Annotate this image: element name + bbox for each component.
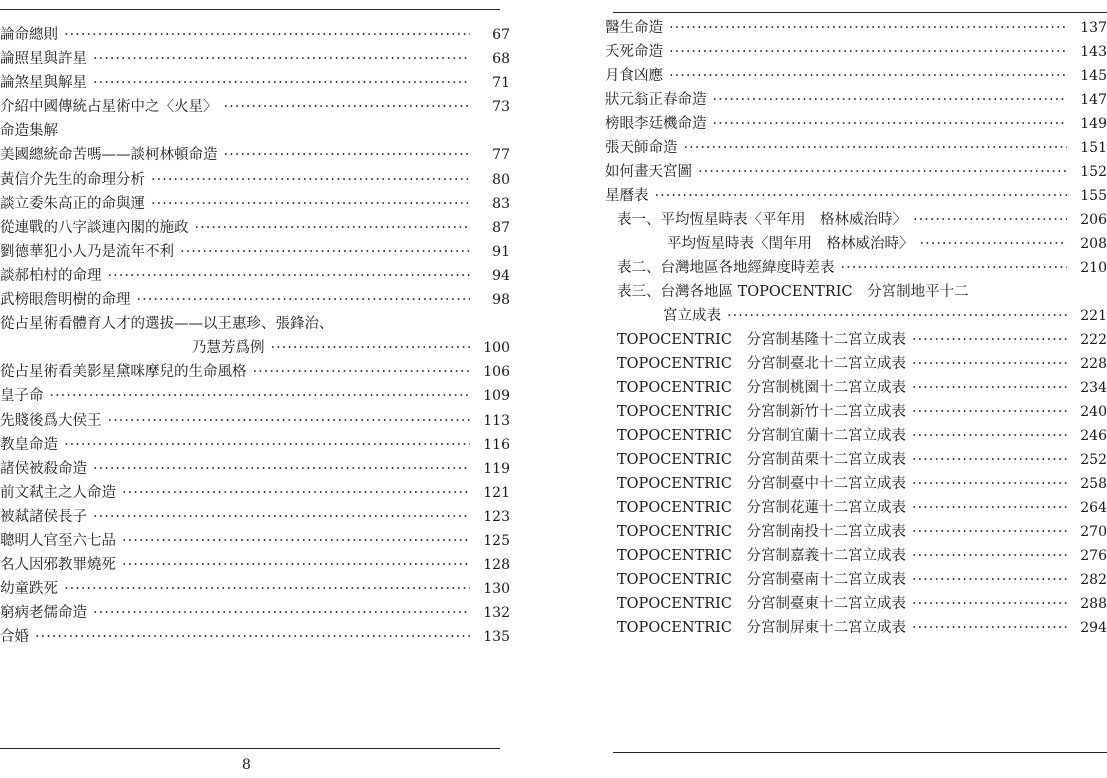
toc-entry-page: 246	[1080, 428, 1107, 444]
toc-entry[interactable]	[605, 330, 1107, 354]
toc-entry-page: 125	[483, 532, 510, 549]
leader-dots	[912, 522, 1067, 543]
toc-entry-title: TOPOCENTRIC 分宮制宜蘭十二宮立成表	[617, 428, 906, 444]
toc-entry-title: 夭死命造	[605, 44, 663, 60]
toc-entry-page: 276	[1080, 548, 1107, 564]
toc-entry[interactable]	[0, 97, 510, 121]
toc-entry-page: 222	[1080, 332, 1107, 348]
toc-entry-title: TOPOCENTRIC 分宮制桃園十二宮立成表	[617, 380, 906, 396]
leader-dots	[122, 555, 470, 576]
bottom-rule	[613, 752, 1107, 753]
leader-dots	[684, 138, 1068, 159]
toc-entry-page: 234	[1080, 380, 1107, 396]
toc-entry-page: 98	[492, 292, 510, 309]
toc-entry[interactable]	[605, 186, 1107, 210]
toc-entry-page: 264	[1080, 500, 1107, 516]
toc-entry-page: 282	[1080, 572, 1107, 588]
leader-dots	[137, 290, 471, 311]
leader-dots	[108, 411, 471, 432]
toc-entry[interactable]	[605, 450, 1107, 474]
toc-entry-title: 合婚	[0, 629, 29, 646]
toc-entry-page: 130	[483, 581, 510, 598]
leader-dots	[50, 386, 471, 407]
toc-entry-title: 名人因邪教罪燒死	[0, 557, 116, 574]
leader-dots	[108, 266, 471, 287]
toc-entry[interactable]	[605, 474, 1107, 498]
toc-entry[interactable]	[0, 603, 510, 627]
toc-entry-title: TOPOCENTRIC 分宮制屏東十二宮立成表	[617, 620, 906, 636]
leader-dots	[93, 49, 470, 70]
leader-dots	[35, 627, 470, 648]
leader-dots	[920, 234, 1068, 255]
leader-dots	[912, 498, 1067, 519]
toc-entry[interactable]	[605, 402, 1107, 426]
leader-dots	[713, 114, 1068, 135]
toc-entry-page: 240	[1080, 404, 1107, 420]
toc-entry-page: 270	[1080, 524, 1107, 540]
leader-dots	[913, 210, 1067, 231]
toc-entry[interactable]	[0, 25, 510, 49]
toc-entry-page: 137	[1080, 20, 1107, 36]
toc-entry-page: 147	[1080, 92, 1107, 108]
leader-dots	[912, 354, 1067, 375]
toc-entry[interactable]	[605, 378, 1107, 402]
toc-entry-page: 71	[492, 75, 510, 92]
toc-entry-title: 窮病老儒命造	[0, 605, 87, 622]
toc-entry-title: 論命總則	[0, 27, 58, 43]
leader-dots	[224, 145, 471, 166]
bottom-rule	[0, 748, 500, 749]
toc-entry[interactable]	[0, 362, 510, 386]
toc-entry[interactable]	[0, 627, 510, 651]
toc-entry[interactable]	[605, 66, 1107, 90]
toc-entry[interactable]	[0, 145, 510, 169]
toc-entry[interactable]	[0, 411, 510, 435]
toc-entry-page: 116	[483, 436, 510, 453]
toc-entry-title: 星曆表	[605, 188, 649, 204]
toc-entry[interactable]	[0, 579, 510, 603]
toc-entry-page: 83	[492, 195, 510, 212]
leader-dots	[669, 18, 1067, 39]
toc-entry-page: 149	[1080, 116, 1107, 132]
toc-entry-page: 77	[492, 147, 510, 164]
toc-entry-page: 67	[492, 27, 510, 43]
toc-entry[interactable]	[0, 483, 510, 507]
toc-entry[interactable]	[605, 42, 1107, 66]
leader-dots	[912, 402, 1067, 423]
toc-entry-title: 聰明人官至六七品	[0, 532, 116, 549]
toc-entry-title: 張天師命造	[605, 140, 678, 156]
toc-entry-title: 狀元翁正春命造	[605, 92, 707, 108]
toc-entry-page: 132	[483, 605, 510, 622]
toc-section-heading[interactable]	[0, 121, 510, 145]
leader-dots	[912, 618, 1067, 639]
toc-entry[interactable]	[605, 234, 1107, 258]
toc-entry[interactable]	[605, 114, 1107, 138]
toc-entry-title: 月食凶應	[605, 68, 663, 84]
toc-entry-page: 143	[1080, 44, 1107, 60]
toc-entry-page: 252	[1080, 452, 1107, 468]
toc-entry-page: 206	[1080, 212, 1107, 228]
toc-entry-page: 258	[1080, 476, 1107, 492]
toc-entry-title: TOPOCENTRIC 分宮制臺北十二宮立成表	[617, 356, 906, 372]
leader-dots	[912, 594, 1067, 615]
toc-entry-title: 表三、台灣各地區 TOPOCENTRIC 分宮制地平十二	[617, 284, 969, 300]
toc-entry-page: 94	[492, 267, 510, 284]
toc-entry-page: 68	[492, 51, 510, 68]
toc-entry-page: 87	[492, 219, 510, 236]
toc-entry[interactable]	[0, 73, 510, 97]
toc-entry-title: 如何畫天宮圖	[605, 164, 692, 180]
toc-entry-page: 135	[483, 629, 510, 646]
leader-dots	[912, 474, 1067, 495]
toc-entry[interactable]	[605, 162, 1107, 186]
toc-entry-title: TOPOCENTRIC 分宮制基隆十二宮立成表	[617, 332, 906, 348]
leader-dots	[195, 218, 471, 239]
toc-entry-title: TOPOCENTRIC 分宮制嘉義十二宮立成表	[617, 548, 906, 564]
toc-entry-title: 醫生命造	[605, 20, 663, 36]
leader-dots	[912, 378, 1067, 399]
toc-entry[interactable]	[0, 435, 510, 459]
toc-entry[interactable]	[605, 498, 1107, 522]
leader-dots	[727, 306, 1067, 327]
toc-entry-title: 被弒諸侯長子	[0, 508, 87, 525]
toc-entry-title: TOPOCENTRIC 分宮制苗栗十二宮立成表	[617, 452, 906, 468]
toc-entry[interactable]	[605, 18, 1107, 42]
toc-entry-page: 152	[1080, 164, 1107, 180]
toc-entry-title: 諸侯被殺命造	[0, 460, 87, 477]
leader-dots	[64, 579, 470, 600]
toc-entry[interactable]	[605, 546, 1107, 570]
toc-entry[interactable]	[0, 218, 510, 242]
toc-entry[interactable]	[0, 459, 510, 483]
leader-dots	[122, 531, 470, 552]
leader-dots	[669, 42, 1067, 63]
table-of-contents	[605, 18, 1107, 642]
toc-entry-title: 表一、平均恆星時表〈平年用 格林威治時〉	[617, 212, 907, 228]
toc-entry[interactable]	[605, 138, 1107, 162]
toc-entry[interactable]	[0, 507, 510, 531]
toc-entry-title: 論照星與許星	[0, 51, 87, 68]
toc-entry[interactable]	[0, 266, 510, 290]
leader-dots	[122, 483, 470, 504]
leader-dots	[912, 426, 1067, 447]
leader-dots	[912, 450, 1067, 471]
toc-entry-title: 幼童跌死	[0, 581, 58, 598]
toc-entry[interactable]	[0, 49, 510, 73]
toc-entry-title: 談立委朱高正的命與運	[0, 195, 145, 212]
leader-dots	[669, 66, 1067, 87]
toc-entry-page: 288	[1080, 596, 1107, 612]
toc-entry-title: 教皇命造	[0, 436, 58, 453]
toc-entry-title: 乃慧芳爲例	[192, 340, 265, 357]
toc-entry-title: 皇子命	[0, 388, 44, 405]
toc-entry-title: TOPOCENTRIC 分宮制花蓮十二宮立成表	[617, 500, 906, 516]
toc-entry[interactable]	[605, 594, 1107, 618]
toc-entry-page: 119	[483, 460, 510, 477]
toc-entry-title: 先賤後爲大侯王	[0, 412, 102, 429]
toc-entry[interactable]	[605, 618, 1107, 642]
toc-entry[interactable]	[605, 522, 1107, 546]
toc-entry-title: 從連戰的八字談連內閣的施政	[0, 219, 189, 236]
leader-dots	[64, 25, 470, 46]
leader-dots	[64, 435, 470, 456]
toc-entry-page: 151	[1080, 140, 1107, 156]
toc-entry[interactable]	[605, 570, 1107, 594]
toc-entry[interactable]	[0, 170, 510, 194]
toc-entry[interactable]	[605, 258, 1107, 282]
leader-dots	[93, 459, 470, 480]
toc-entry-title: 從占星術看美影星黛咪摩兒的生命風格	[0, 364, 247, 381]
toc-entry-page: 109	[483, 388, 510, 405]
toc-entry-page: 121	[483, 484, 510, 501]
leader-dots	[912, 330, 1067, 351]
leader-dots	[271, 338, 471, 359]
toc-entry-page: 155	[1080, 188, 1107, 204]
page-number: 8	[242, 757, 251, 773]
toc-entry[interactable]	[0, 242, 510, 266]
leader-dots	[713, 90, 1068, 111]
toc-entry-page: 145	[1080, 68, 1107, 84]
toc-entry-page: 128	[483, 557, 510, 574]
leader-dots	[841, 258, 1068, 279]
toc-entry[interactable]	[605, 354, 1107, 378]
toc-entry-title: 從占星術看體育人才的選拔——以王惠珍、張鋒治、	[0, 316, 334, 333]
toc-entry-page: 208	[1080, 236, 1107, 252]
leader-dots	[253, 362, 471, 383]
toc-entry-title: 美國總統命苦嗎——談柯林頓命造	[0, 147, 218, 164]
right-page	[605, 0, 1107, 778]
toc-entry-page: 100	[483, 340, 510, 357]
top-rule	[0, 9, 500, 10]
toc-entry-title: 平均恆星時表〈閏年用 格林威治時〉	[667, 236, 914, 252]
toc-entry[interactable]	[605, 90, 1107, 114]
leader-dots	[180, 242, 470, 263]
toc-entry-page: 106	[483, 364, 510, 381]
leader-dots	[93, 603, 470, 624]
leader-dots	[698, 162, 1067, 183]
toc-entry-page: 294	[1080, 620, 1107, 636]
top-rule	[613, 12, 1107, 13]
toc-entry-title: TOPOCENTRIC 分宮制臺東十二宮立成表	[617, 596, 906, 612]
leader-dots	[93, 507, 470, 528]
toc-entry-title: 命造集解	[0, 123, 58, 140]
leader-dots	[151, 194, 470, 215]
leader-dots	[912, 546, 1067, 567]
toc-entry-title: TOPOCENTRIC 分宮制南投十二宮立成表	[617, 524, 906, 540]
toc-entry-title: 表二、台灣地區各地經緯度時差表	[617, 260, 835, 276]
toc-entry-page: 228	[1080, 356, 1107, 372]
toc-entry-title: TOPOCENTRIC 分宮制臺中十二宮立成表	[617, 476, 906, 492]
leader-dots	[655, 186, 1068, 207]
toc-entry-page: 221	[1080, 308, 1107, 324]
leader-dots	[151, 170, 470, 191]
toc-entry[interactable]	[0, 314, 510, 338]
toc-entry[interactable]	[605, 426, 1107, 450]
toc-entry-page: 91	[492, 243, 510, 260]
toc-entry-page: 123	[483, 508, 510, 525]
leader-dots	[224, 97, 471, 118]
toc-entry-title: 前文弒主之人命造	[0, 484, 116, 501]
toc-entry-page: 73	[492, 99, 510, 116]
toc-entry-continuation[interactable]	[0, 338, 510, 362]
toc-entry-title: 武榜眼詹明樹的命理	[0, 292, 131, 309]
toc-entry-page: 210	[1080, 260, 1107, 276]
toc-entry-title: TOPOCENTRIC 分宮制新竹十二宮立成表	[617, 404, 906, 420]
toc-entry-continuation[interactable]	[605, 306, 1107, 330]
table-of-contents	[0, 25, 510, 651]
toc-entry[interactable]	[0, 386, 510, 410]
toc-entry[interactable]	[0, 194, 510, 218]
toc-entry-title: 宮立成表	[663, 308, 721, 324]
left-page	[0, 0, 510, 778]
toc-entry[interactable]	[605, 282, 1107, 306]
leader-dots	[93, 73, 470, 94]
toc-entry-title: 黃信介先生的命理分析	[0, 171, 145, 188]
toc-entry-title: 介紹中國傳統占星術中之〈火星〉	[0, 99, 218, 116]
toc-entry[interactable]	[0, 531, 510, 555]
toc-entry[interactable]	[0, 555, 510, 579]
toc-entry-page: 113	[483, 412, 510, 429]
toc-entry-page: 80	[492, 171, 510, 188]
toc-entry[interactable]	[0, 290, 510, 314]
toc-entry-title: 榜眼李廷機命造	[605, 116, 707, 132]
leader-dots	[912, 570, 1067, 591]
toc-entry[interactable]	[605, 210, 1107, 234]
toc-entry-title: 劉德華犯小人乃是流年不利	[0, 243, 174, 260]
toc-entry-title: 論煞星與解星	[0, 75, 87, 92]
toc-entry-title: 談郝柏村的命理	[0, 267, 102, 284]
toc-entry-title: TOPOCENTRIC 分宮制臺南十二宮立成表	[617, 572, 906, 588]
